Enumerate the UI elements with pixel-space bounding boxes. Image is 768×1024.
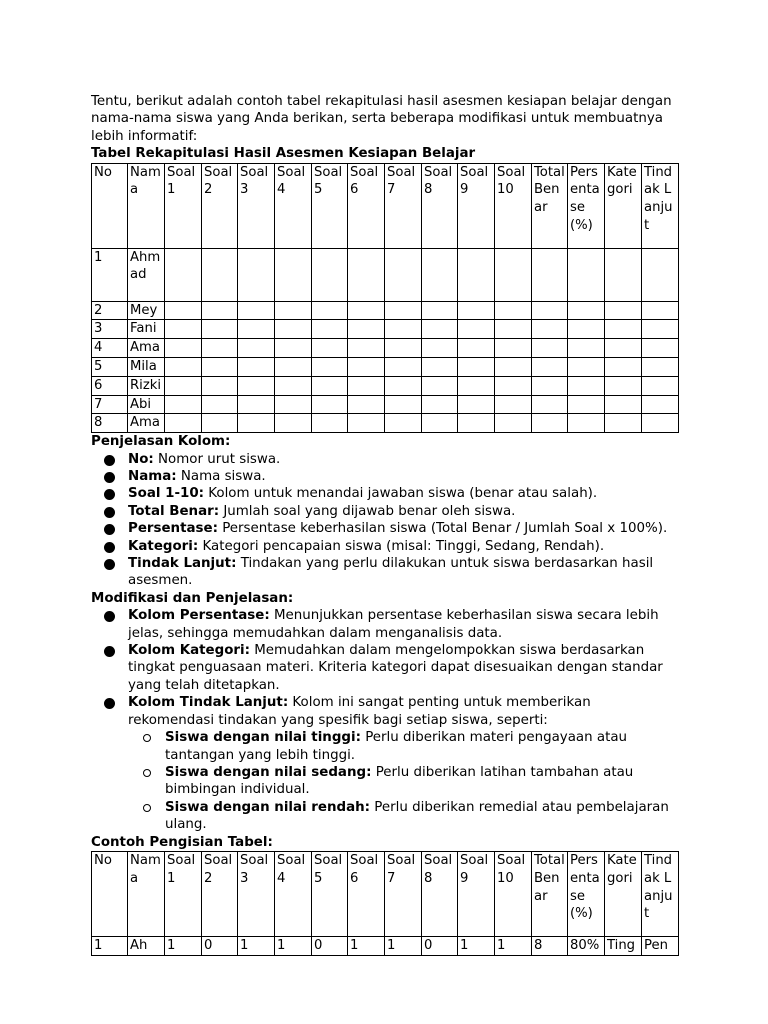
header-cell: Nama <box>128 851 165 936</box>
header-cell: Soal 6 <box>348 851 385 936</box>
table-header-row <box>92 851 679 936</box>
table-row <box>92 320 679 339</box>
header-cell: No <box>92 163 128 248</box>
header-cell: Total Benar <box>532 851 568 936</box>
row-number: 6 <box>92 376 128 395</box>
list-item: Total Benar: Jumlah soal yang dijawab benar oleh siswa. <box>91 503 681 520</box>
table-cell: 8 <box>532 936 568 955</box>
table-header-row <box>92 163 679 248</box>
table-cell: 1 <box>348 936 385 955</box>
document-page <box>91 93 681 956</box>
header-cell: Soal 3 <box>238 163 275 248</box>
list-item: Persentase: Persentase keberhasilan siswa (Total Benar / Jumlah Soal x 100%). <box>91 520 681 537</box>
row-number: 1 <box>92 248 128 301</box>
table-cell: Ting <box>605 936 642 955</box>
header-cell: Persentase (%) <box>568 163 605 248</box>
header-cell: Soal 10 <box>495 851 532 936</box>
header-cell: Soal 5 <box>312 163 348 248</box>
header-cell: Tindak Lanjut <box>642 851 679 936</box>
header-cell: Kategori <box>605 851 642 936</box>
header-cell: Soal 2 <box>202 163 238 248</box>
table-cell: Pen <box>642 936 679 955</box>
row-number: 2 <box>92 301 128 320</box>
modifikasi-title: Modifikasi dan Penjelasan: <box>91 590 294 606</box>
table1-title: Tabel Rekapitulasi Hasil Asesmen Kesiapan Belajar <box>91 146 476 162</box>
table-cell: 0 <box>422 936 458 955</box>
table-cell: 0 <box>312 936 348 955</box>
student-name: Ama <box>128 414 165 433</box>
row-number: 8 <box>92 414 128 433</box>
table-row <box>92 248 679 301</box>
table-cell: 1 <box>92 936 128 955</box>
student-name: Abi <box>128 395 165 414</box>
table-cell: 80% <box>568 936 605 955</box>
table2-title: Contoh Pengisian Tabel: <box>91 834 273 850</box>
bullet-icon <box>104 524 115 535</box>
row-number: 4 <box>92 339 128 358</box>
sub-list-item: Siswa dengan nilai tinggi: Perlu diberikan materi pengayaan atau tantangan yang lebih tinggi. <box>91 729 681 764</box>
bullet-icon <box>104 455 115 466</box>
header-cell: Tindak Lanjut <box>642 163 679 248</box>
header-cell: Soal 1 <box>165 163 202 248</box>
header-cell: Soal 7 <box>385 851 422 936</box>
student-name: Rizki <box>128 376 165 395</box>
bullet-icon <box>104 698 115 709</box>
table-cell: 1 <box>495 936 532 955</box>
sub-list <box>128 729 681 833</box>
penjelasan-title: Penjelasan Kolom: <box>91 434 231 450</box>
row-number: 7 <box>92 395 128 414</box>
hollow-bullet-icon <box>143 804 151 812</box>
bullet-icon <box>104 559 115 570</box>
table-row <box>92 339 679 358</box>
header-cell: Total Benar <box>532 163 568 248</box>
list-item: Kolom Kategori: Memudahkan dalam mengelompokkan siswa berdasarkan tingkat penguasaan materi. Kriteria kategori dapat disesuaikan dengan standar yang telah ditetapkan. <box>91 642 681 694</box>
row-number: 3 <box>92 320 128 339</box>
header-cell: Soal 10 <box>495 163 532 248</box>
sub-list-item: Siswa dengan nilai rendah: Perlu diberikan remedial atau pembelajaran ulang. <box>91 799 681 834</box>
student-name: Mila <box>128 358 165 377</box>
student-name: Ahmad <box>128 248 165 301</box>
penjelasan-list <box>91 451 681 590</box>
student-name: Ama <box>128 339 165 358</box>
table-row <box>92 936 679 955</box>
example-table <box>91 851 679 956</box>
recap-table <box>91 163 679 434</box>
row-number: 5 <box>92 358 128 377</box>
table-cell: 1 <box>275 936 312 955</box>
modifikasi-list <box>91 607 681 833</box>
list-item: Soal 1-10: Kolom untuk menandai jawaban siswa (benar atau salah). <box>91 485 681 502</box>
table-row <box>92 301 679 320</box>
header-cell: Kategori <box>605 163 642 248</box>
header-cell: Soal 4 <box>275 163 312 248</box>
header-cell: Nama <box>128 163 165 248</box>
table-cell: 1 <box>165 936 202 955</box>
header-cell: Soal 6 <box>348 163 385 248</box>
table-row <box>92 414 679 433</box>
sub-list-item: Siswa dengan nilai sedang: Perlu diberikan latihan tambahan atau bimbingan individual. <box>91 764 681 799</box>
header-cell: Soal 3 <box>238 851 275 936</box>
list-item: Kolom Tindak Lanjut: Kolom ini sangat penting untuk memberikan rekomendasi tindakan yang spesifik bagi setiap siswa, seperti: Siswa dengan nilai tinggi: Perlu diberikan materi pengayaan atau tantangan yang lebih tinggi. Siswa dengan nilai sedang: Perlu diberikan latihan tambahan atau bimbingan individual. Siswa dengan nilai rendah: Perlu diberikan remedial atau pembelajaran ulang. <box>91 694 681 833</box>
intro-paragraph: Tentu, berikut adalah contoh tabel rekapitulasi hasil asesmen kesiapan belajar dengan nama-nama siswa yang Anda berikan, serta beberapa modifikasi untuk membuatnya lebih informatif: <box>91 94 672 144</box>
bullet-icon <box>104 507 115 518</box>
hollow-bullet-icon <box>143 734 151 742</box>
table-cell: Ah <box>128 936 165 955</box>
list-item: Nama: Nama siswa. <box>91 468 681 485</box>
table-row <box>92 358 679 377</box>
header-cell: Soal 9 <box>458 851 495 936</box>
table-cell: 0 <box>202 936 238 955</box>
header-cell: Soal 2 <box>202 851 238 936</box>
list-item: No: Nomor urut siswa. <box>91 451 681 468</box>
bullet-icon <box>104 611 115 622</box>
table-row <box>92 395 679 414</box>
list-item: Kategori: Kategori pencapaian siswa (misal: Tinggi, Sedang, Rendah). <box>91 538 681 555</box>
bullet-icon <box>104 472 115 483</box>
table-cell: 1 <box>385 936 422 955</box>
student-name: Fani <box>128 320 165 339</box>
student-name: Mey <box>128 301 165 320</box>
header-cell: Soal 8 <box>422 163 458 248</box>
list-item: Kolom Persentase: Menunjukkan persentase keberhasilan siswa secara lebih jelas, sehingga memudahkan dalam menganalisis data. <box>91 607 681 642</box>
header-cell: Persentase (%) <box>568 851 605 936</box>
table-cell: 1 <box>238 936 275 955</box>
header-cell: Soal 7 <box>385 163 422 248</box>
table-row <box>92 376 679 395</box>
header-cell: Soal 1 <box>165 851 202 936</box>
bullet-icon <box>104 542 115 553</box>
bullet-icon <box>104 489 115 500</box>
table-cell: 1 <box>458 936 495 955</box>
header-cell: Soal 8 <box>422 851 458 936</box>
list-item: Tindak Lanjut: Tindakan yang perlu dilakukan untuk siswa berdasarkan hasil asesmen. <box>91 555 681 590</box>
header-cell: Soal 4 <box>275 851 312 936</box>
bullet-icon <box>104 646 115 657</box>
header-cell: Soal 5 <box>312 851 348 936</box>
header-cell: No <box>92 851 128 936</box>
header-cell: Soal 9 <box>458 163 495 248</box>
hollow-bullet-icon <box>143 769 151 777</box>
